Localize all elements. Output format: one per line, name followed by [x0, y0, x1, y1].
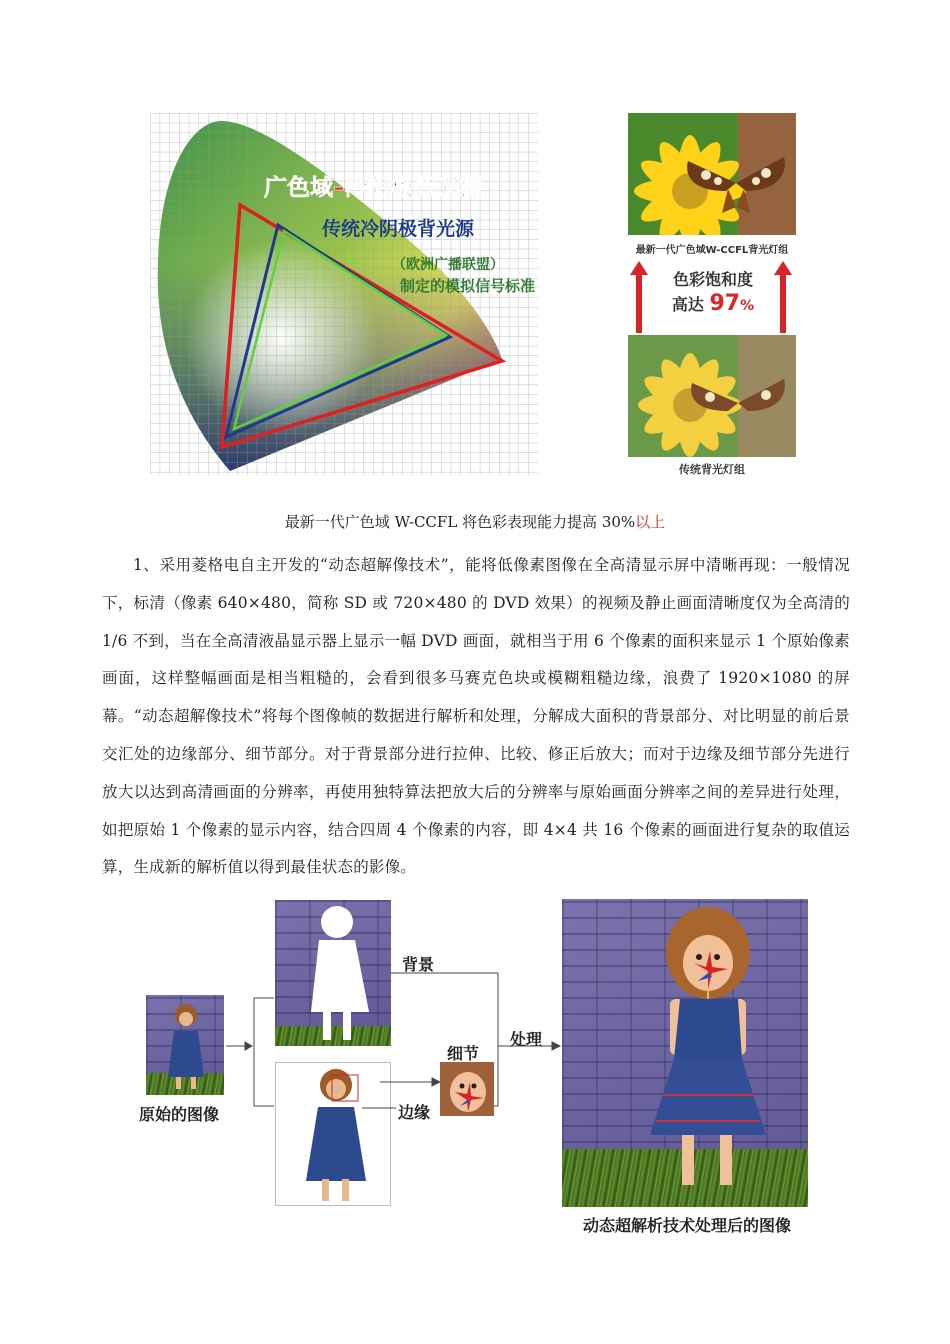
traditional-photo — [628, 335, 796, 457]
traditional-label: 传统冷阴极背光源 — [322, 218, 475, 240]
caption-main: 最新一代广色域 W-CCFL 将色彩表现能力提高 30% — [284, 513, 636, 531]
color-gamut-diagram — [150, 113, 538, 475]
up-arrow-right-icon — [774, 261, 792, 333]
standard-label-line1: （欧洲广播联盟） — [392, 257, 504, 273]
caption-highlight: 以上 — [635, 513, 666, 531]
wide-gamut-label: 广色域–冷阴极背光源 — [264, 175, 483, 201]
detail-label: 细节 — [447, 1044, 480, 1063]
saturation-value: 97 — [709, 291, 741, 316]
process-label: 处理 — [510, 1030, 543, 1049]
standard-label-line2: 制定的模拟信号标准 — [400, 277, 536, 295]
edge-label: 边缘 — [398, 1103, 431, 1122]
background-label: 背景 — [402, 955, 435, 974]
result-image-label: 动态超解析技术处理后的图像 — [582, 1216, 791, 1235]
body-paragraph: 1、采用菱格电自主开发的“动态超解像技术”，能将低像素图像在全高清显示屏中清晰再现：一般情况下，标清（像素 640×480，简称 SD 或 720×480 的 DVD 效果）的视频及静止画面清晰度仅为全高清的 1/6 不到，当在全高清液晶显示器上显示一幅 DVD 画面，就相当于用 6 个像素的面积来显示 1 个原始像素画面，这样整幅画面是相当粗糙的，会看到很多马赛克色块或模糊粗糙边缘，浪费了 1920×1080 的屏幕。“动态超解像技术”将每个图像帧的数据进行解析和处理，分解成大面积的背景部分、对比明显的前后景交汇处的边缘部分、细节部分。对于背景部分进行拉伸、比较、修正后放大；而对于边缘及细节部分先进行放大以达到高清画面的分辨率，再使用独特算法把放大后的分辨率与原始画面分辨率之间的差异进行处理，如把原始 1 个像素的显示内容，结合四周 4 个像素的内容，即 4×4 共 16 个像素的画面进行复杂的取值运算，生成新的解析值以得到最佳状态的影像。 — [102, 556, 850, 877]
original-image — [146, 995, 224, 1095]
process-connectors — [220, 970, 570, 1120]
traditional-caption: 传统背光灯组 — [679, 463, 745, 476]
saturation-line1: 色彩饱和度 — [672, 270, 753, 289]
wide-gamut-caption: 最新一代广色域W-CCFL背光灯组 — [635, 245, 789, 256]
saturation-line2 — [658, 291, 768, 316]
wide-gamut-photo — [628, 113, 796, 235]
child-figure — [650, 907, 766, 1185]
up-arrow-left-icon — [630, 261, 648, 333]
saturation-unit: % — [740, 298, 755, 314]
original-image-label: 原始的图像 — [139, 1105, 220, 1124]
backlight-comparison-panel — [628, 113, 796, 478]
result-image — [562, 899, 808, 1207]
saturation-prefix: 高达 — [671, 295, 704, 314]
figure-caption — [0, 511, 950, 532]
